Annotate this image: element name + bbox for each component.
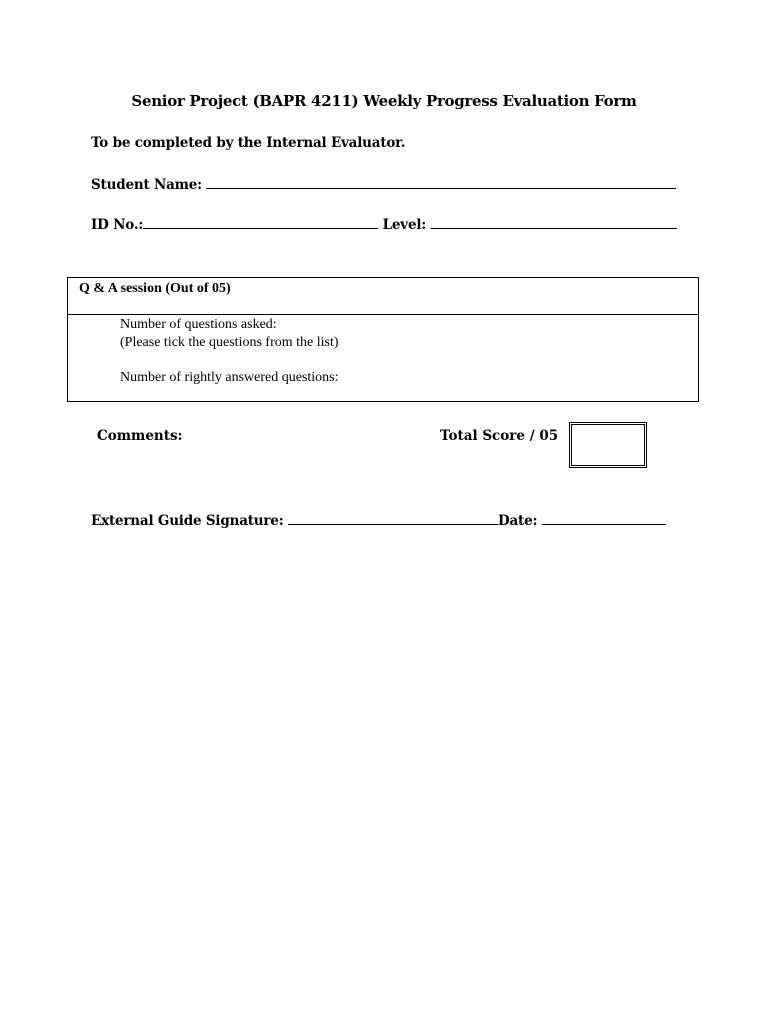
signature-label: External Guide Signature: [91, 513, 284, 529]
tick-note: (Please tick the questions from the list) [120, 334, 339, 350]
total-score-label: Total Score / 05 [440, 428, 559, 444]
level-field[interactable] [431, 214, 677, 229]
level-label: Level: [382, 217, 427, 233]
qa-session-table [67, 277, 699, 402]
student-name-row [91, 174, 676, 193]
page-title: Senior Project (BAPR 4211) Weekly Progress Evaluation Form [131, 92, 637, 110]
rightly-answered-label: Number of rightly answered questions: [120, 369, 339, 385]
total-score-box[interactable] [569, 422, 647, 468]
signature-field[interactable] [288, 510, 498, 525]
id-label: ID No.: [91, 217, 144, 233]
signature-date-row [91, 510, 666, 529]
qa-session-header: Q & A session (Out of 05) [68, 278, 698, 315]
student-name-field[interactable] [206, 174, 676, 189]
date-field[interactable] [542, 510, 666, 525]
id-level-row [91, 214, 677, 233]
questions-asked-label: Number of questions asked: [120, 317, 277, 332]
date-label: Date: [497, 513, 538, 529]
qa-session-body [68, 315, 698, 386]
instructions-text: To be completed by the Internal Evaluator. [91, 135, 406, 151]
id-field[interactable] [143, 214, 378, 229]
student-name-label: Student Name: [91, 177, 202, 193]
comments-label: Comments: [97, 428, 183, 444]
